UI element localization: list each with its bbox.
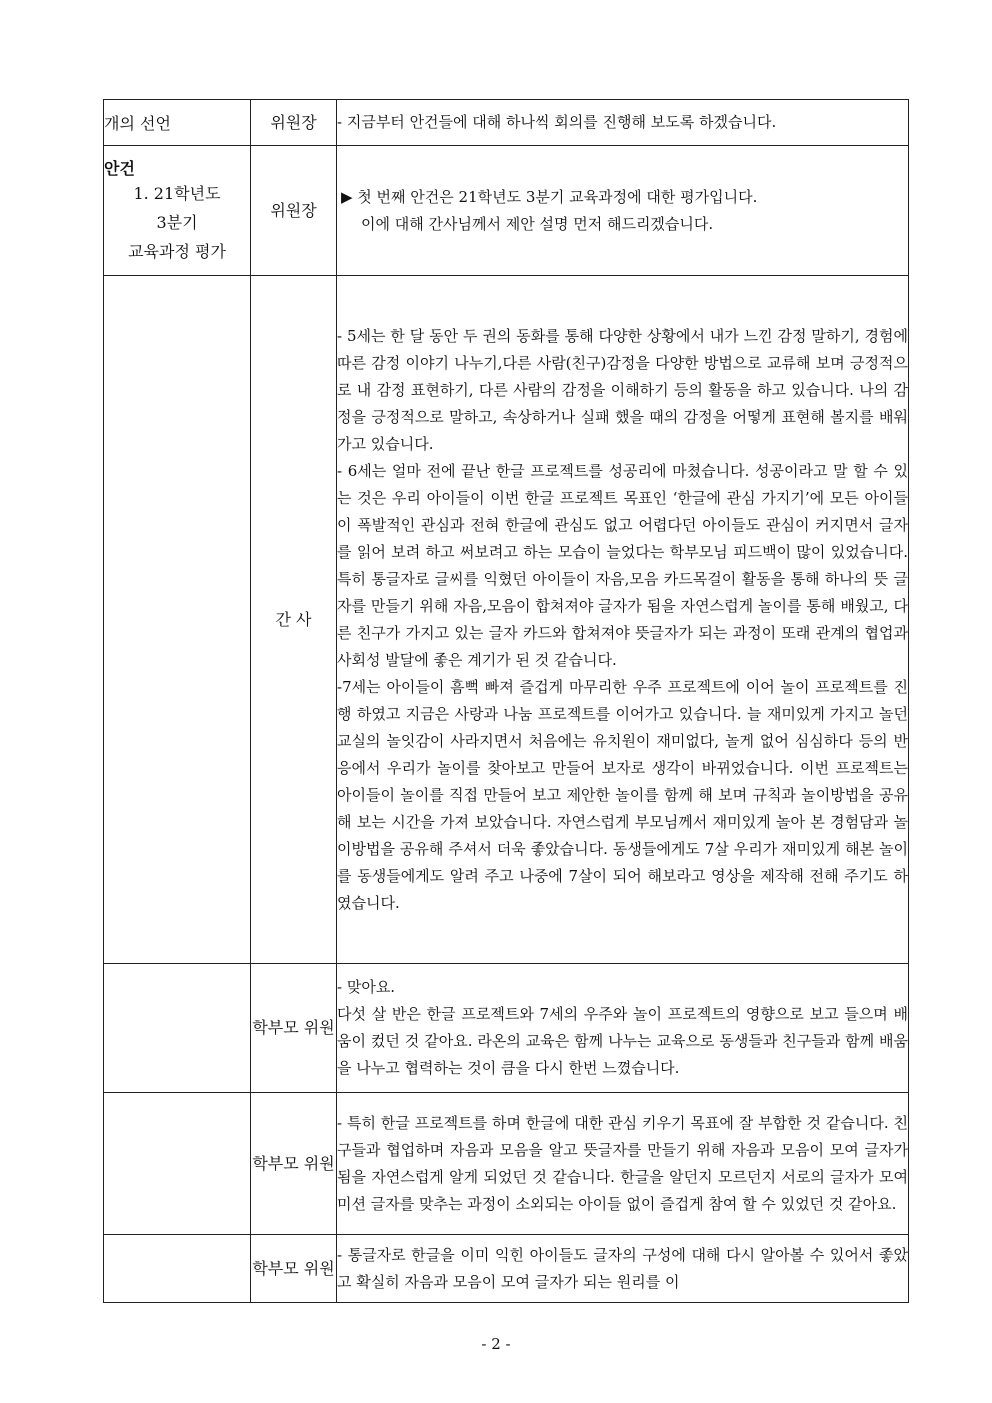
row-label: 개의 선언: [104, 100, 251, 146]
agenda-cell: [104, 146, 251, 276]
row-label: [104, 964, 251, 1093]
agenda-title: 안건: [104, 158, 135, 178]
table-row: [104, 100, 909, 146]
row-label: [104, 1235, 251, 1303]
table-row: [104, 964, 909, 1093]
table-row: [104, 146, 909, 276]
table-row: [104, 1093, 909, 1235]
speaker-cell: 위원장: [251, 146, 337, 276]
agenda-line: 1. 21학년도: [133, 183, 221, 203]
agenda-line: 교육과정 평가: [128, 241, 226, 261]
minutes-table: [103, 99, 909, 1303]
speaker-cell: 학부모 위원: [251, 964, 337, 1093]
speaker-cell: 간 사: [251, 276, 337, 964]
row-label: [104, 1093, 251, 1235]
content-cell: [337, 146, 909, 276]
content-cell: [337, 1093, 909, 1235]
table-row: [104, 1235, 909, 1303]
content-paragraph: -7세는 아이들이 흠뻑 빠져 즐겁게 마무리한 우주 프로젝트에 이어 놀이 프로젝트를 진행 하였고 지금은 사랑과 나눔 프로젝트를 이어가고 있습니다. 늘 재미있게 가지고 놀던 교실의 놀잇감이 사라지면서 처음에는 유치원이 재미없다, 놀게 없어 심심하다 등의 반응에서 우리가 놀이를 찾아보고 만들어 보자로 생각이 바뀌었습니다. 이번 프로젝트는 아이들이 놀이를 직접 만들어 보고 제안한 놀이를 함께 해 보며 규칙과 놀이방법을 공유해 보는 시간을 가져 보았습니다. 자연스럽게 부모님께서 재미있게 놀아 본 경험담과 놀이방법을 공유해 주셔서 더욱 좋았습니다. 동생들에게도 7살 우리가 재미있게 해본 놀이를 동생들에게도 알려 주고 나중에 7살이 되어 해보라고 영상을 제작해 전해 주기도 하였습니다.: [337, 677, 908, 912]
content-paragraph: 다섯 살 반은 한글 프로젝트와 7세의 우주와 놀이 프로젝트의 영향으로 보고 들으며 배움이 컸던 것 같아요. 라온의 교육은 함께 나누는 교육으로 동생들과 친구들과 함께 배움을 나누고 협력하는 것이 큼을 다시 한번 느꼈습니다.: [337, 1005, 908, 1077]
content-cell: [337, 100, 909, 146]
table-row: [104, 276, 909, 964]
speaker-cell: 학부모 위원: [251, 1093, 337, 1235]
content-paragraph: - 지금부터 안건들에 대해 하나씩 회의를 진행해 보도록 하겠습니다.: [337, 113, 777, 131]
row-label: [104, 276, 251, 964]
content-cell: [337, 1235, 909, 1303]
page-number: - 2 -: [481, 1335, 511, 1353]
content-paragraph: - 6세는 얼마 전에 끝난 한글 프로젝트를 성공리에 마쳤습니다. 성공이라고 말 할 수 있는 것은 우리 아이들이 이번 한글 프로젝트 목표인 ‘한글에 관심 가지기’에 모든 아이들이 폭발적인 관심과 전혀 한글에 관심도 없고 어렵다던 아이들도 관심이 커지면서 글자를 읽어 보려 하고 써보려고 하는 모습이 늘었다는 학부모님 피드백이 많이 있었습니다. 특히 통글자로 글씨를 익혔던 아이들이 자음,모음 카드목걸이 활동을 통해 하나의 뜻 글자를 만들기 위해 자음,모음이 합쳐져야 글자가 됨을 자연스럽게 놀이를 통해 배웠고, 다른 친구가 가지고 있는 글자 카드와 합쳐져야 뜻글자가 되는 과정이 또래 관계의 협업과 사회성 발달에 좋은 계기가 된 것 같습니다.: [337, 461, 908, 669]
content-paragraph: - 통글자로 한글을 이미 익힌 아이들도 글자의 구성에 대해 다시 알아볼 수 있어서 좋았고 확실히 자음과 모음이 모여 글자가 되는 원리를 이: [337, 1245, 908, 1291]
content-paragraph: - 맞아요.: [337, 978, 396, 996]
content-paragraph: 이에 대해 간사님께서 제안 설명 먼저 해드리겠습니다.: [361, 214, 714, 233]
content-cell: [337, 276, 909, 964]
content-paragraph: - 5세는 한 달 동안 두 권의 동화를 통해 다양한 상황에서 내가 느낀 감정 말하기, 경험에 따른 감정 이야기 나누기,다른 사람(친구)감정을 다양한 방법으로 교류해 보며 긍정적으로 내 감정 표현하기, 다른 사람의 감정을 이해하기 등의 활동을 하고 있습니다. 나의 감정을 긍정적으로 말하고, 속상하거나 실패 했을 때의 감정을 어떻게 표현해 볼지를 배워 가고 있습니다.: [337, 326, 908, 453]
content-paragraph: ▶ 첫 번째 안건은 21학년도 3분기 교육과정에 대한 평가입니다.: [341, 187, 758, 206]
content-paragraph: - 특히 한글 프로젝트를 하며 한글에 대한 관심 키우기 목표에 잘 부합한 것 같습니다. 친구들과 협업하며 자음과 모음을 알고 뜻글자를 만들기 위해 자음과 모음이 모여 글자가 됨을 자연스럽게 알게 되었던 것 같습니다. 한글을 알던지 모르던지 서로의 글자가 모여 미션 글자를 맞추는 과정이 소외되는 아이들 없이 즐겁게 참여 할 수 있었던 것 같아요.: [337, 1113, 908, 1213]
speaker-cell: 학부모 위원: [251, 1235, 337, 1303]
speaker-cell: 위원장: [251, 100, 337, 146]
content-cell: [337, 964, 909, 1093]
agenda-line: 3분기: [156, 212, 198, 232]
